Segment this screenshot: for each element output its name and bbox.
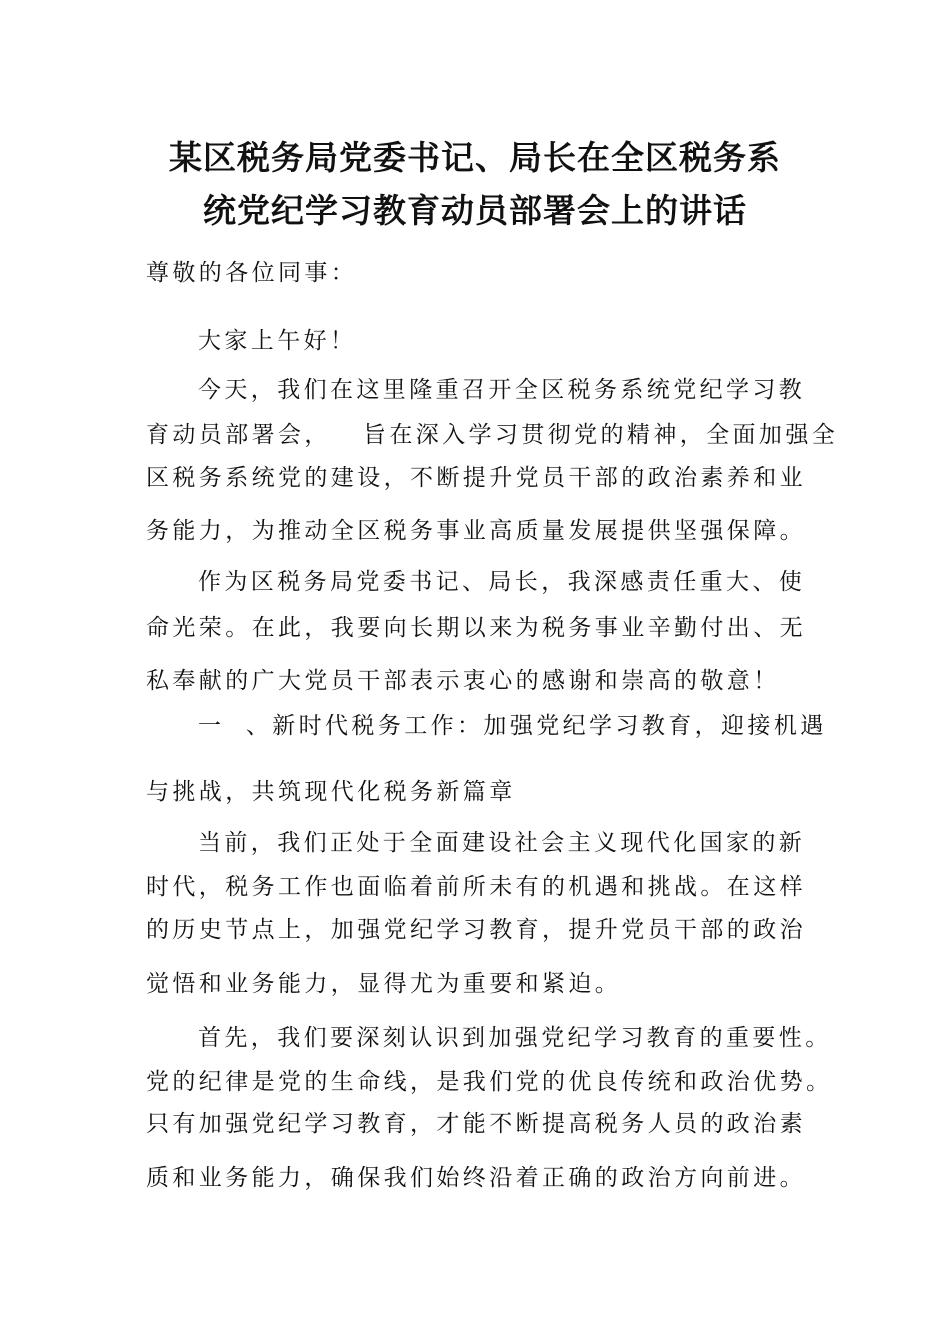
salutation: 尊敬的各位同事： (146, 260, 358, 286)
paragraph-line: 首先，我们要深刻认识到加强党纪学习教育的重要性。 (198, 1025, 832, 1051)
paragraph-line: 当前，我们正处于全面建设社会主义现代化国家的新 (198, 830, 806, 856)
paragraph-line: 质和业务能力，确保我们始终沿着正确的政治方向前进。 (146, 1165, 806, 1191)
paragraph-line: 党的纪律是党的生命线，是我们党的优良传统和政治优势。 (146, 1069, 833, 1095)
paragraph-line: 私奉献的广大党员干部表示衷心的感谢和崇高的敬意！ (146, 668, 780, 694)
paragraph-line: 命光荣。在此，我要向长期以来为税务事业辛勤付出、无 (146, 615, 806, 641)
paragraph-line: 时代，税务工作也面临着前所未有的机遇和挑战。在这样 (146, 874, 806, 900)
paragraph-line: 育动员部署会， 旨在深入学习贯彻党的精神，全面加强全 (146, 422, 839, 448)
section-heading-line: 与挑战，共筑现代化税务新篇章 (146, 779, 516, 805)
greeting: 大家上午好！ (198, 328, 357, 354)
paragraph-line: 作为区税务局党委书记、局长，我深感责任重大、使 (198, 569, 806, 595)
document-title-line-1: 某区税务局党委书记、局长在全区税务系 (169, 138, 781, 177)
section-heading-line: 一 、新时代税务工作：加强党纪学习教育，迎接机遇 (198, 713, 827, 739)
paragraph-line: 今天，我们在这里隆重召开全区税务系统党纪学习教 (198, 377, 806, 403)
paragraph-line: 区税务系统党的建设，不断提升党员干部的政治素养和业 (146, 465, 806, 491)
document-title-line-2: 统党纪学习教育动员部署会上的讲话 (203, 191, 747, 230)
paragraph-line: 觉悟和业务能力，显得尤为重要和紧迫。 (146, 971, 622, 997)
paragraph-line: 务能力，为推动全区税务事业高质量发展提供坚强保障。 (146, 518, 806, 544)
paragraph-line: 的历史节点上，加强党纪学习教育，提升党员干部的政治 (146, 917, 806, 943)
paragraph-line: 只有加强党纪学习教育，才能不断提高税务人员的政治素 (146, 1111, 806, 1137)
